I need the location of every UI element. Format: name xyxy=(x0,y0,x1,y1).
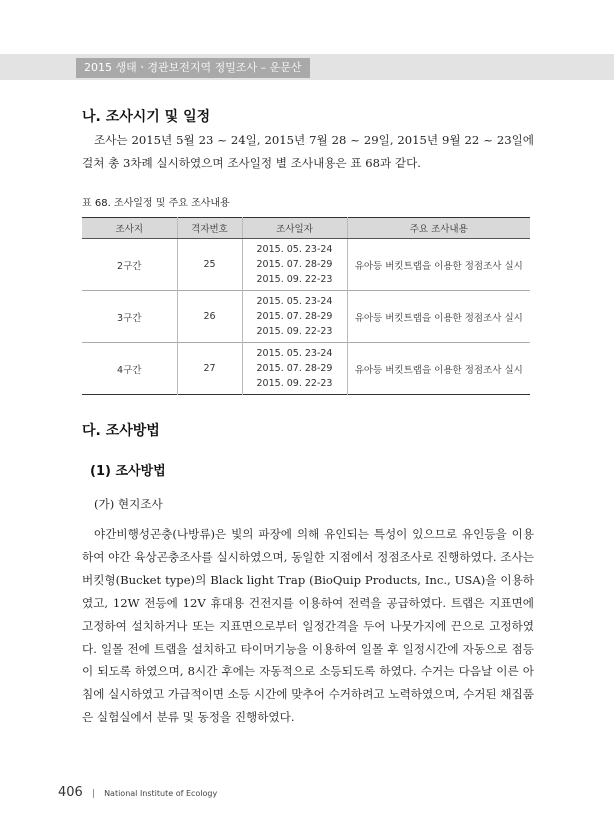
table-caption: 표 68. 조사일정 및 주요 조사내용 xyxy=(82,198,230,209)
cell-grid: 27 xyxy=(177,343,242,395)
cell-dates xyxy=(242,291,347,343)
survey-schedule-table xyxy=(82,217,530,395)
table-row xyxy=(82,239,530,291)
cell-content: 유아등 버킷트랩을 이용한 정점조사 실시 xyxy=(347,291,530,343)
footer-separator: | xyxy=(91,789,95,799)
cell-site: 3구간 xyxy=(82,291,177,343)
cell-content: 유아등 버킷트랩을 이용한 정점조사 실시 xyxy=(347,343,530,395)
cell-site: 4구간 xyxy=(82,343,177,395)
survey-date: 2015. 05. 23-24 xyxy=(256,348,333,359)
header-site: 조사지 xyxy=(82,218,177,239)
section-heading-schedule: 나. 조사시기 및 일정 xyxy=(82,109,211,125)
table-row xyxy=(82,291,530,343)
table-row xyxy=(82,343,530,395)
survey-date: 2015. 07. 28-29 xyxy=(256,259,333,270)
survey-date: 2015. 09. 22-23 xyxy=(256,378,333,389)
survey-date: 2015. 09. 22-23 xyxy=(256,326,333,337)
footer-publisher: National Institute of Ecology xyxy=(104,789,218,798)
cell-grid: 26 xyxy=(177,291,242,343)
header-content: 주요 조사내용 xyxy=(347,218,530,239)
section-heading-method: 다. 조사방법 xyxy=(82,423,160,439)
running-header-title: 2015 생태ㆍ경관보전지역 정밀조사 – 운문산 xyxy=(76,58,310,78)
item-label-field-survey: (가) 현지조사 xyxy=(94,497,163,511)
cell-dates xyxy=(242,343,347,395)
survey-date: 2015. 07. 28-29 xyxy=(256,311,333,322)
table-header-row xyxy=(82,218,530,239)
survey-date: 2015. 07. 28-29 xyxy=(256,363,333,374)
page-footer xyxy=(58,781,217,800)
survey-date: 2015. 05. 23-24 xyxy=(256,244,333,255)
subsection-heading-method: (1) 조사방법 xyxy=(90,464,166,479)
cell-site: 2구간 xyxy=(82,239,177,291)
cell-dates xyxy=(242,239,347,291)
survey-date: 2015. 05. 23-24 xyxy=(256,296,333,307)
header-grid: 격자번호 xyxy=(177,218,242,239)
page-number: 406 xyxy=(58,785,83,800)
schedule-paragraph: 조사는 2015년 5월 23 ~ 24일, 2015년 7월 28 ~ 29일, 2015년 9월 22 ~ 23일에 걸쳐 총 3차례 실시하였으며 조사일정 별 조사내용은 표 68과 같다. xyxy=(82,133,534,170)
cell-content: 유아등 버킷트랩을 이용한 정점조사 실시 xyxy=(347,239,530,291)
survey-date: 2015. 09. 22-23 xyxy=(256,274,333,285)
header-date: 조사일자 xyxy=(242,218,347,239)
method-paragraph: 야간비행성곤충(나방류)은 빛의 파장에 의해 유인되는 특성이 있으므로 유인등을 이용하여 야간 육상곤충조사를 실시하였으며, 동일한 지점에서 정점조사로 진행하였다. 조사는 버킷형(Bucket type)의 Black light Trap (BioQuip Products, Inc., USA)을 이용하였고, 12W 전등에 12V 휴대용 건전지를 이용하여 전력을 공급하였다. 트랩은 지표면에 고정하여 설치하거나 또는 지표면으로부터 일정간격을 두어 나뭇가지에 끈으로 고정하였다. 일몰 전에 트랩을 설치하고 타이머기능을 이용하여 일몰 후 일정시간에 자동으로 점등이 되도록 하였으며, 8시간 후에는 자동적으로 소등되도록 하였다. 수거는 다음날 이른 아침에 실시하였고 가급적이면 소등 시간에 맞추어 수거하려고 노력하였으며, 수거된 채집품은 실험실에서 분류 및 동정을 진행하였다. xyxy=(82,527,534,725)
cell-grid: 25 xyxy=(177,239,242,291)
